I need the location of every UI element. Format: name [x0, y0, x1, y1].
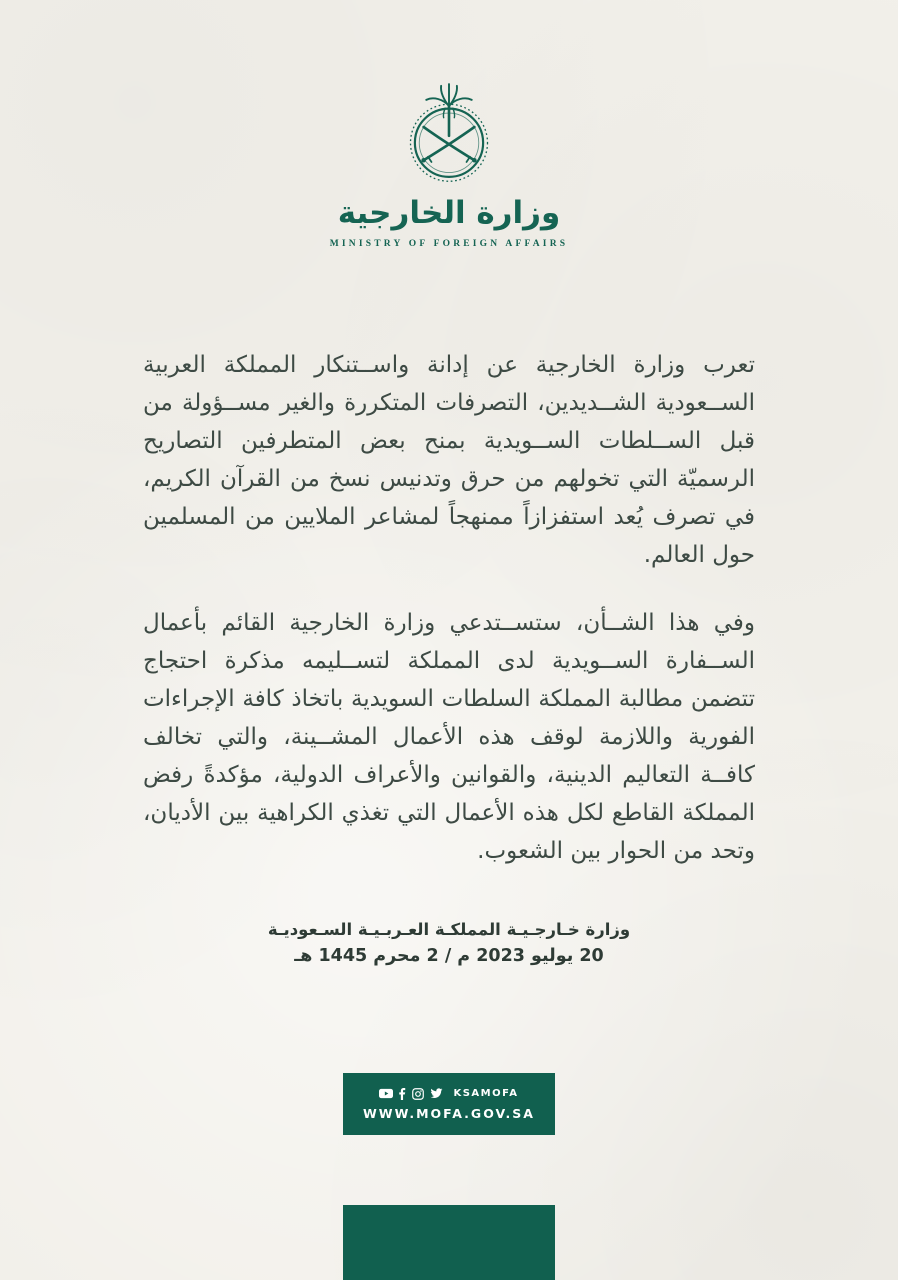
social-handle: KSAMOFA	[453, 1088, 519, 1099]
instagram-icon	[412, 1088, 424, 1100]
ministry-name-en: MINISTRY OF FOREIGN AFFAIRS	[329, 239, 569, 250]
facebook-icon	[399, 1088, 406, 1100]
statement-paragraph-2: وفي هذا الشــأن، ستســتدعي وزارة الخارجية القائم بأعمال الســفارة الســويدية لدى المملكة لتســليمه مذكرة احتجاج تتضمن مطالبة المملكة السلطات السويدية باتخاذ كافة الإجراءات الفورية واللازمة لوقف هذه الأعمال المشــينة، والتي تخالف كافــة التعاليم الدينية، والقوانين والأعراف الدولية، مؤكدةً رفض المملكة القاطع لكل هذه الأعمال التي تغذي الكراهية بين الأديان، وتحد من الحوار بين الشعوب.	[143, 610, 755, 864]
footer-social-box	[343, 1073, 555, 1135]
twitter-icon	[430, 1088, 443, 1099]
social-row	[379, 1088, 518, 1100]
statement-paragraph-1: تعرب وزارة الخارجية عن إدانة واســتنكار المملكة العربية الســعودية الشــديدين، التصرفات المتكررة والغير مســؤولة من قبل الســلطات الســويدية بمنح بعض المتطرفين التصاريح الرسميّة التي تخولهم من حرق وتدنيس نسخ من القرآن الكريم، في تصرف يُعد استفزازاً ممنهجاً لمشاعر الملايين من المسلمين حول العالم.	[143, 352, 755, 568]
footer-website: WWW.MOFA.GOV.SA	[363, 1105, 535, 1121]
statement-body	[143, 346, 755, 870]
bottom-green-tab	[343, 1205, 555, 1280]
signature-block	[0, 920, 898, 966]
ministry-calligraphy: وزارة الخارجية	[337, 195, 561, 231]
signature-date: 20 يوليو 2023 م / 2 محرم 1445 هـ	[294, 946, 604, 966]
palm-and-crossed-swords-icon	[393, 78, 505, 190]
signature-ministry-name: وزارة خـارجـيـة المملكـة العـربـيـة السـعوديـة	[267, 920, 631, 939]
mofa-logo	[239, 78, 659, 249]
youtube-icon	[379, 1088, 393, 1099]
